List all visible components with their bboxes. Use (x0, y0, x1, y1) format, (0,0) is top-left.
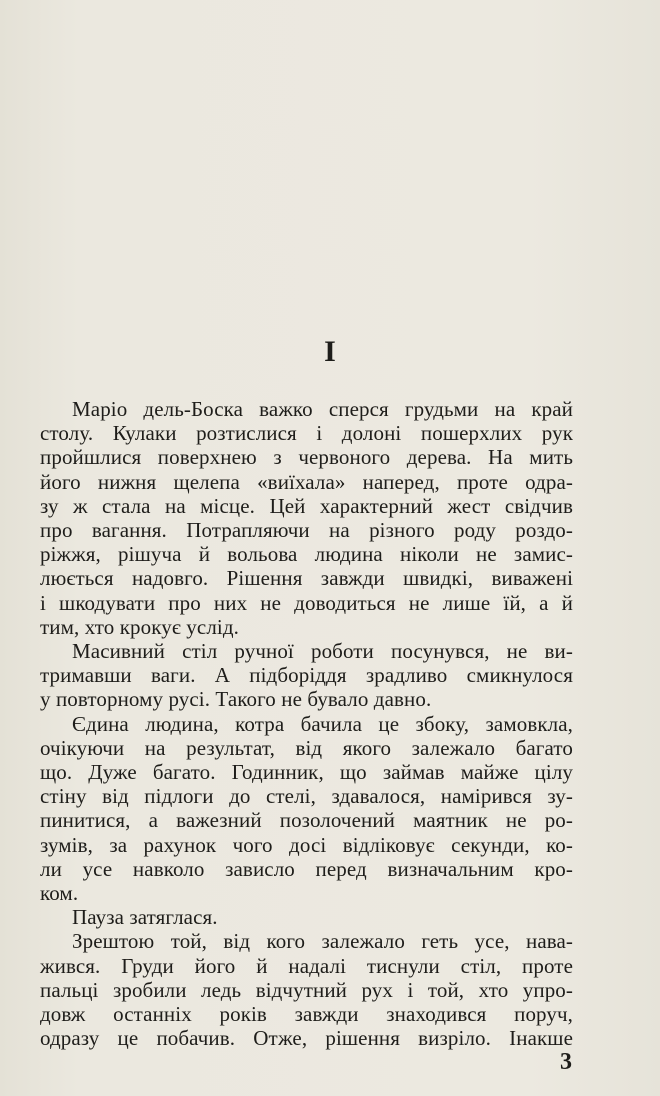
text-line: ріжжя, рішуча й вольова людина ніколи не замис- (40, 542, 573, 567)
page-number: 3 (560, 1049, 572, 1075)
text-line: пинитися, а важезний позолочений маятник не ро- (40, 808, 573, 833)
body-text (40, 397, 573, 1050)
text-line: Єдина людина, котра бачила це збоку, замовкла, (72, 711, 573, 736)
text-line: що. Дуже багато. Годинник, що займав майже цілу (40, 760, 573, 785)
text-line: ком. (40, 881, 79, 906)
text-line: його нижня щелепа «виїхала» наперед, проте одра- (40, 469, 573, 494)
paragraph (40, 397, 573, 639)
text-line: довж останніх років завжди знаходився поруч, (40, 1002, 573, 1027)
text-line: жився. Груди його й надалі тиснули стіл, проте (40, 953, 573, 978)
text-line: зу ж стала на місце. Цей характерний жест свідчив (40, 493, 573, 518)
text-line: про вагання. Потрапляючи на різного роду роздо- (40, 518, 573, 543)
text-line: Масивний стіл ручної роботи посунувся, не ви- (72, 639, 573, 664)
paragraph (40, 929, 573, 1050)
paragraph (40, 639, 573, 712)
text-line: пройшлися поверхнею з червоного дерева. На мить (40, 445, 573, 470)
text-line: Пауза затяглася. (72, 905, 218, 930)
text-line: одразу це побачив. Отже, рішення визріло. Інакше (40, 1026, 573, 1051)
paragraph (40, 712, 573, 906)
text-line: тим, хто крокує услід. (40, 614, 239, 639)
text-line: зумів, за рахунок чого досі відліковує секунди, ко- (40, 832, 573, 857)
text-line: у повторному русі. Такого не бувало давно. (40, 687, 432, 712)
text-line: очікуючи на результат, від якого залежало багато (40, 735, 573, 760)
text-line: стіну від підлоги до стелі, здавалося, намірився зу- (40, 784, 573, 809)
text-line: столу. Кулаки розтислися і долоні пошерхлих рук (40, 421, 573, 446)
paragraph (40, 905, 573, 929)
text-line: люється надовго. Рішення завжди швидкі, виважені (40, 566, 573, 591)
text-line: і шкодувати про них не доводиться не лише їй, а й (40, 590, 573, 615)
chapter-heading: I (324, 335, 336, 368)
text-line: ли усе навколо зависло перед визначальним кро- (40, 856, 573, 881)
text-line: пальці зробили ледь відчутний рух і той, хто упро- (40, 977, 573, 1002)
text-line: тримавши ваги. А підборіддя зрадливо смикнулося (40, 663, 573, 688)
text-line: Зрештою той, від кого залежало геть усе, нава- (72, 929, 573, 954)
text-line: Маріо дель-Боска важко сперся грудьми на край (72, 397, 573, 421)
